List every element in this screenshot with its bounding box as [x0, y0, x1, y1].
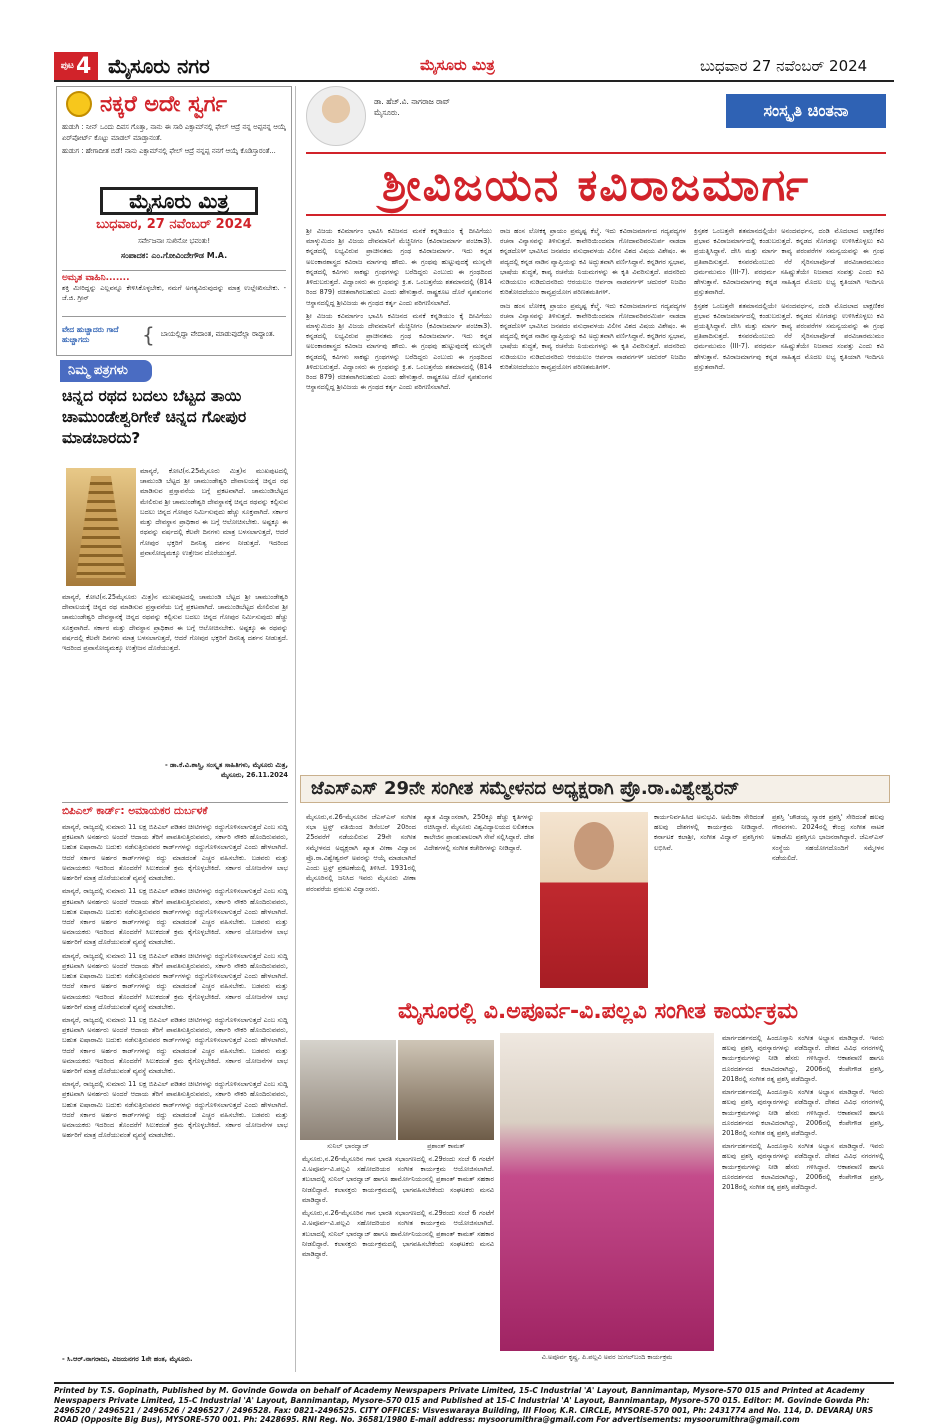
- article-title: ಶ್ರೀವಿಜಯನ ಕವಿರಾಜಮಾರ್ಗ: [306, 152, 886, 216]
- imprint-footer: Printed by T.S. Gopinath, Published by M. Govinde Gowda on behalf of Academy Newspapers Private Limited, 15-C Industrial 'A' Layout, Bannimantap, Mysore-570 015 and Printed at Academy Newspapers Private Limited, 15-C Industrial 'A' Layout, Bannimantap, Mysore-570 015 and Published at 15-C Industrial 'A' Layout, Bannimantap, Mysore-570 015. Editor: M. Govinde Gowda Ph: 2496520 / 2496521 / 2496526 / 2496527 / 2496528. Fax: 0821-2496525. CITY OFFICES: Visveswaraya Building, III Floor, K.R. CIRCLE, MYSORE-570 001, Ph: 2431774 and No. 114, D. DEVARAJ URS ROAD (Opposite Big Bus), MYSORE-570 001. Ph: 2428695. RNI Reg. No. 36581/1980 E-mail address: mysoorumithra@gmail.com For advertisements: mysoorumithra@gmail.com: [54, 1382, 894, 1424]
- letter2-body-text-2: ಮಾನ್ಯರೆ, ರಾಜ್ಯದಲ್ಲಿ ಸುಮಾರು 11 ಲಕ್ಷ ಬಿಪಿಎಲ್ ಪಡಿತರ ಚೀಟಿಗಳನ್ನು ರದ್ದುಗೊಳಿಸಲಾಗುತ್ತದೆ ಎಂಬ ಸುದ್ದಿ ಪ್ರಕಟವಾಗಿ ಅನರ್ಹರು ಅಂದರೆ ಆದಾಯ ತೆರಿಗೆ ಪಾವತಿಸುತ್ತಿರುವವರು, ಸರ್ಕಾರಿ ನೌಕರಿ ಹೊಂದಿರುವವರು, ಬಹುತ ಐಷಾರಾಮಿ ಬದುಕು ನಡೆಸುತ್ತಿರುವವರ ಕಾರ್ಡ್‌ಗಳನ್ನು ರದ್ದುಗೊಳಿಸಲಾಗುತ್ತದೆ ಎಂದು ಹೇಳಲಾಗಿದೆ. ಆದರೆ ಸರ್ಕಾರ ಅರ್ಹರ ಕಾರ್ಡ್‌ಗಳನ್ನು ರದ್ದು ಮಾಡದಂತೆ ಎಚ್ಚರ ವಹಿಸಬೇಕು. ಬಡವರು ಮತ್ತು ಅಮಾಯಕರು ಇದರಿಂದ ತೊಂದರೆಗೆ ಸಿಲುಕದಂತೆ ಕ್ರಮ ಕೈಗೊಳ್ಳಬೇಕಿದೆ. ಸರ್ಕಾರ ಯೋಜನೆಗಳ ಲಾಭ ಅರ್ಹರಿಗೆ ಮಾತ್ರ ದೊರೆಯುವಂತೆ ವ್ಯವಸ್ಥೆ ಮಾಡಬೇಕು.: [62, 887, 288, 947]
- caption-3: ವಿ.ಅಪೂರ್ವ ಕೃಷ್ಣ, ಪಿ.ಪಲ್ಲವಿ ಅವರ ಜುಗಲ್‌ಬಂದಿ ಕಾರ್ಯಕ್ರಮ: [541, 1353, 673, 1361]
- article-col2-text-a: ರಾಜ ಹಂಸ ಲೋಕಕ್ಕ ಪ್ರಾಯಂ ಪ್ರಮೃಷ್ಟ ಕೆಲ್ಮೆ. ಇದು ಕವಿರಾಜಮಾರ್ಗದ ಗದ್ಯಪದ್ಯಗಳ ರಚನಾ ವಿನ್ಯಾಸವನ್ನು ತಿಳಿಸುತ್ತದೆ. ಕಾವೇರಿಯಿಂದಮಾ ಗೋದಾವರಿವರಮಿರ್ಪ ನಾಡದಾ ಕನ್ನಡದೊಳ್ ಭಾವಿಸಿದ ಜನಪದಂ ವಸುಧಾವಳಯ ವಿಲೀನ ವಿಶದ ವಿಷಯ ವಿಶೇಷಂ. ಈ ಪದ್ಯದಲ್ಲಿ ಕನ್ನಡ ನಾಡಿನ ವ್ಯಾಪ್ತಿಯನ್ನು ಕವಿ ಅದ್ಭುತವಾಗಿ ವರ್ಣಿಸಿದ್ದಾನೆ. ಕನ್ನಡಿಗರ ಸ್ವಭಾವ, ಭಾಷೆಯ ಶುದ್ಧತೆ, ಕಾವ್ಯ ರಚನೆಯ ನಿಯಮಗಳನ್ನು ಈ ಕೃತಿ ವಿವರಿಸುತ್ತದೆ. ಪದನರಿದು ನುಡಿಯಲುಂ ನುಡಿದುದನರಿದು ಆರಯಲುಂ ಆರ್ಪರಾ ನಾಡವರ್ಗಳ್ ಚದುರರ್ ನಿಜದಿಂ ಕುರಿತೋದದೆಯುಂ ಕಾವ್ಯಪ್ರಯೋಗ ಪರಿಣತಮತಿಗಳ್.: [500, 227, 686, 297]
- letter2-signature: - ಸಿ.ಆರ್.ನಾಗರಾಜು, ವಿಜಯನಗರ 1ನೇ ಹಂತ, ಮೈಸೂರು.: [62, 1355, 193, 1363]
- news3-body-right: [722, 1033, 884, 1369]
- article-col-2: [500, 226, 686, 766]
- page-number-tag: [54, 52, 98, 80]
- news3-body-right-c: ಮಾರ್ಗದರ್ಶನದಲ್ಲಿ ಹಿಂದೂಸ್ತಾನಿ ಸಂಗೀತ ಅಭ್ಯಾಸ ಮಾಡಿದ್ದಾರೆ. ಇವರು ಹಲವು ಪ್ರಶಸ್ತಿ ಪುರಸ್ಕಾರಗಳನ್ನು ಪಡೆದಿದ್ದಾರೆ. ದೇಶದ ವಿವಿಧ ನಗರಗಳಲ್ಲಿ ಕಾರ್ಯಕ್ರಮಗಳನ್ನು ನೀಡಿ ಹೆಸರು ಗಳಿಸಿದ್ದಾರೆ. ಆಕಾಶವಾಣಿ ಹಾಗೂ ದೂರದರ್ಶನದ ಕಲಾವಿದರಾಗಿದ್ದು, 2006ರಲ್ಲಿ ಕೆಂಪೇಗೌಡ ಪ್ರಶಸ್ತಿ, 2018ರಲ್ಲಿ ಸಂಗೀತ ರತ್ನ ಪ್ರಶಸ್ತಿ ಪಡೆದಿದ್ದಾರೆ.: [722, 1142, 884, 1192]
- article-col-1: [306, 226, 492, 766]
- author-byline: [374, 96, 450, 119]
- section-name: ಮೈಸೂರು ನಗರ: [108, 54, 210, 78]
- humor-line-2: ಹುಡುಗ : ಹೇಗಾದೀತ ಬಿಡೆ! ನಾನು ಎಕ್ಸಾಮ್‌ನಲ್ಲಿ ಫೇಲ್ ಆದ್ರೆ ನನ್ನಪ್ಪ ನನಗೆ ಆಯ್ಕೆ ಕೊಡಿಸ್ತಾರಂತೆ...: [62, 147, 276, 156]
- news3-body-left-b: ಮೈಸೂರು,ನ.26-ಮೈಸೂರಿನ ಗಾನ ಭಾರತಿ ಸಭಾಂಗಣದಲ್ಲಿ ನ.29ರಂದು ಸಂಜೆ 6 ಗಂಟೆಗೆ ವಿ.ಅಪೂರ್ವ-ವಿ.ಪಲ್ಲವಿ ಸಹೋದರಿಯರ ಸಂಗೀತ ಕಾರ್ಯಕ್ರಮ ಆಯೋಜಿಸಲಾಗಿದೆ. ತಬಲಾದಲ್ಲಿ ಸುನಿಲ್ ಭಾರದ್ವಾಜ್ ಹಾಗೂ ಹಾರ್ಮೋನಿಯಂನಲ್ಲಿ ಪ್ರಶಾಂತ್ ಕಾಮತ್ ಸಹಕಾರ ನೀಡಲಿದ್ದಾರೆ. ಕಲಾಸಕ್ತರು ಕಾರ್ಯಕ್ರಮದಲ್ಲಿ ಭಾಗವಹಿಸಬೇಕೆಂದು ಸಂಘಟಕರು ಮನವಿ ಮಾಡಿದ್ದಾರೆ.: [302, 1209, 494, 1258]
- temple-tower-photo: [66, 468, 136, 586]
- author-photo: [306, 86, 366, 146]
- news2-col-4: ಪ್ರಶಸ್ತಿ 'ಚೌಡಯ್ಯ ಸ್ಮಾರಕ ಪ್ರಶಸ್ತಿ' ಸೇರಿದಂತೆ ಹಲವು ಗೌರವಗಳು. 2024ರಲ್ಲಿ ಕೇಂದ್ರ ಸಂಗೀತ ನಾಟಕ ಅಕಾಡೆಮಿ ಪ್ರಶಸ್ತಿಗೂ ಭಾಜನರಾಗಿದ್ದಾರೆ. ಜೆಎಸ್‌ಎಸ್ ಸಂಸ್ಥೆಯ ಸಹಯೋಗದೊಂದಿಗೆ ಸಮ್ಮೇಳನ ನಡೆಯಲಿದೆ.: [772, 813, 884, 862]
- news2-col-3: ಕಾರ್ಯನಿರ್ವಹಿಸಿದ ಅನುಭವಿ. ಅಮೆರಿಕಾ ಸೇರಿದಂತೆ ಹಲವು ದೇಶಗಳಲ್ಲಿ ಕಾರ್ಯಕ್ರಮ ನೀಡಿದ್ದಾರೆ. ಕರ್ನಾಟಕ ಕಲಾಶ್ರೀ, ಸಂಗೀತ ವಿದ್ವಾನ್ ಪ್ರಶಸ್ತಿಗಳು ಲಭಿಸಿವೆ.: [654, 813, 764, 852]
- news3-body-left: [302, 1154, 494, 1354]
- letter-body-cont: [62, 592, 288, 756]
- humor-title: [60, 90, 288, 118]
- news3-body-right-b: ಮಾರ್ಗದರ್ಶನದಲ್ಲಿ ಹಿಂದೂಸ್ತಾನಿ ಸಂಗೀತ ಅಭ್ಯಾಸ ಮಾಡಿದ್ದಾರೆ. ಇವರು ಹಲವು ಪ್ರಶಸ್ತಿ ಪುರಸ್ಕಾರಗಳನ್ನು ಪಡೆದಿದ್ದಾರೆ. ದೇಶದ ವಿವಿಧ ನಗರಗಳಲ್ಲಿ ಕಾರ್ಯಕ್ರಮಗಳನ್ನು ನೀಡಿ ಹೆಸರು ಗಳಿಸಿದ್ದಾರೆ. ಆಕಾಶವಾಣಿ ಹಾಗೂ ದೂರದರ್ಶನದ ಕಲಾವಿದರಾಗಿದ್ದು, 2006ರಲ್ಲಿ ಕೆಂಪೇಗೌಡ ಪ್ರಶಸ್ತಿ, 2018ರಲ್ಲಿ ಸಂಗೀತ ರತ್ನ ಪ್ರಶಸ್ತಿ ಪಡೆದಿದ್ದಾರೆ.: [722, 1088, 884, 1137]
- laughing-face-icon: [66, 91, 92, 117]
- masthead-box-date: ಬುಧವಾರ, 27 ನವೆಂಬರ್ 2024: [96, 217, 252, 232]
- news2-title: ಜೆಎಸ್‌ಎಸ್ 29ನೇ ಸಂಗೀತ ಸಮ್ಮೇಳನದ ಅಧ್ಯಕ್ಷರಾಗಿ ಪ್ರೊ.ರಾ.ವಿಶ್ವೇಶ್ವರನ್: [300, 775, 890, 803]
- author-city: ಮೈಸೂರು.: [374, 108, 400, 118]
- veda-right: ಬಾಯಲ್ಲಿದ್ದಾ ವೇದಾಂತ, ಮಾಡುವುದೆಲ್ಲಾ ರಾದ್ಧಾಂತ.: [160, 330, 275, 338]
- letter-body-text: ಮಾನ್ಯರೆ, ಕೋಟಿ(ನ.25ಮೈಸೂರು ಮಿತ್ರ)ನ ಮುಖಪುಟದಲ್ಲಿ ಚಾಮುಂಡಿ ಬೆಟ್ಟದ ಶ್ರೀ ಚಾಮುಂಡೇಶ್ವರಿ ದೇವಾಲಯಕ್ಕೆ ಚಿನ್ನದ ರಥ ಮಾಡಿಸುವ ಪ್ರಸ್ತಾವನೆಯ ಬಗ್ಗೆ ಪ್ರಕಟವಾಗಿದೆ. ಚಾಮುಂಡಿಬೆಟ್ಟದ ಮೇಲಿರುವ ಶ್ರೀ ಚಾಮುಂಡೇಶ್ವರಿ ದೇವಸ್ಥಾನಕ್ಕೆ ಚಿನ್ನದ ರಥವನ್ನು ಕಲ್ಪಿಸುವ ಬದಲು ಚಿನ್ನದ ಗೋಪುರ ನಿರ್ಮಿಸುವುದು ಹೆಚ್ಚು ಸೂಕ್ತವಾಗಿದೆ. ಸರ್ಕಾರ ಮತ್ತು ದೇವಸ್ಥಾನ ಪ್ರಾಧಿಕಾರ ಈ ಬಗ್ಗೆ ಆಲೋಚಿಸಬೇಕು. ಅಷ್ಟಕ್ಕೂ ಈ ರಥವನ್ನು ವರ್ಷದಲ್ಲಿ ಕೆಲವೇ ದಿನಗಳು ಮಾತ್ರ ಬಳಸಲಾಗುತ್ತದೆ, ಆದರೆ ಗೋಪುರ ಭಕ್ತರಿಗೆ ದಿನನಿತ್ಯ ದರ್ಶನ ನೀಡುತ್ತದೆ. ಇದರಿಂದ ಪ್ರವಾಸೋದ್ಯಮಕ್ಕೂ ಉತ್ತೇಜನ ದೊರೆಯುತ್ತದೆ.: [140, 467, 288, 557]
- caption-1: ಸುನಿಲ್ ಭಾರದ್ವಾಜ್: [327, 1142, 369, 1150]
- article-col3-text-a: ಕ್ರಿಸ್ತಶಕ ಒಂಬತ್ತನೇ ಶತಮಾನದಲ್ಲಿಯೇ ಅನಂದವರ್ಧನ, ದಂಡಿ ಮೊದಲಾದ ಲಾಕ್ಷಣಿಕರ ಪ್ರಭಾವ ಕವಿರಾಜಮಾರ್ಗದಲ್ಲಿ ಕಂಡುಬರುತ್ತದೆ. ಕನ್ನಡದ ಸೊಗಡನ್ನು ಉಳಿಸಿಕೊಳ್ಳಲು ಕವಿ ಪ್ರಯತ್ನಿಸಿದ್ದಾನೆ. ದೇಸಿ ಮತ್ತು ಮಾರ್ಗ ಕಾವ್ಯ ಪರಂಪರೆಗಳ ಸಮನ್ವಯವನ್ನು ಈ ಗ್ರಂಥ ಪ್ರತಿಪಾದಿಸುತ್ತದೆ. ಕಸವರಮೆಂಬುದು ನೆರೆ ಸೈರಿಸಲಾರ್ಪೊಡೆ ಪರವಿಚಾರಮುಮಂ ಧರ್ಮಮುಮಂ (III-7). ಪರಧರ್ಮ ಸಹಿಷ್ಣುತೆಯೇ ನಿಜವಾದ ಸಂಪತ್ತು ಎಂದು ಕವಿ ಹೇಳುತ್ತಾನೆ. ಕವಿರಾಜಮಾರ್ಗವು ಕನ್ನಡ ಸಾಹಿತ್ಯದ ಮೊದಲ ಲಭ್ಯ ಕೃತಿಯಾಗಿ ಇಂದಿಗೂ ಪ್ರಸ್ತುತವಾಗಿದೆ.: [694, 227, 884, 297]
- caption-2: ಪ್ರಶಾಂತ್ ಕಾಮತ್: [427, 1142, 465, 1150]
- harmonium-player-photo: [398, 1040, 494, 1140]
- registration-marks: [0, 8, 945, 18]
- amrutha-text: ಶಕ್ತಿ ಮೀರಿದ್ದನ್ನು ಎಲ್ಲವನ್ನೂ ಕೇಳಿಸಿಕೊಳ್ಳಬೇಕು, ನಮಗೆ ಅಗತ್ಯವಿರುವುದನ್ನು ಮಾತ್ರ ಉಲ್ಲೇಖಿಸಬೇಕು. - ಜೆ.ಜಿ. ಗ್ರೀನ್: [62, 284, 286, 303]
- article-col1-text-b: ಶ್ರೀ ವಿಜಯ ಕವಿಮಾರ್ಗಂ ಭಾವಿಸಿ ಕವಿಜನದ ಮನಕೆ ಕನ್ನಡಿಯುಂ ಕೈ ದೀವಿಗೆಯು ಮಾಳ್ಕುಮಿದಂ ಶ್ರೀ ವಿಜಯ ದೇವಮಾನಿಗೆ ಮೆಚ್ಚಿನೀಗಂ (ಕವಿರಾಜಮಾರ್ಗ ಪಂಚಿಕಾ3). ಕನ್ನಡದಲ್ಲಿ ಲಭ್ಯವಿರುವ ಪ್ರಾಚೀನತಮ ಗ್ರಂಥ ಕವಿರಾಜಮಾರ್ಗ. ಇದು ಕನ್ನಡ ಅಲಂಕಾರಶಾಸ್ತ್ರದ ಕವಿರಾಜ ಮಾರ್ಗವು ಹೌದು. ಈ ಗ್ರಂಥವು ಹುಟ್ಟುವುದಕ್ಕೆ ಮುನ್ನವೇ ಕನ್ನಡದಲ್ಲಿ ಕವಿಗಳು ಸಾಕಷ್ಟು ಗ್ರಂಥಗಳನ್ನು ಬರೆದಿದ್ದರು ಎಂಬುದು ಈ ಗ್ರಂಥದಿಂದ ತಿಳಿದುಬರುತ್ತದೆ. ವಿದ್ವಾಂಸರು ಈ ಗ್ರಂಥವನ್ನು ಕ್ರಿ.ಶ. ಒಂಬತ್ತನೆಯ ಶತಮಾನದಲ್ಲಿ (814 ರಿಂದ 879) ರಚಿತವಾಗಿರಬಹುದು ಎಂದು ಹೇಳುತ್ತಾರೆ. ರಾಷ್ಟ್ರಕೂಟ ದೊರೆ ನೃಪತುಂಗನ ಆಸ್ಥಾನದಲ್ಲಿದ್ದ ಶ್ರೀವಿಜಯ ಈ ಗ್ರಂಥದ ಕರ್ತೃ ಎಂದು ಪರಿಗಣಿಸಲಾಗಿದೆ.: [306, 311, 492, 392]
- page-number: 4: [75, 53, 92, 79]
- article-col3-text-b: ಕ್ರಿಸ್ತಶಕ ಒಂಬತ್ತನೇ ಶತಮಾನದಲ್ಲಿಯೇ ಅನಂದವರ್ಧನ, ದಂಡಿ ಮೊದಲಾದ ಲಾಕ್ಷಣಿಕರ ಪ್ರಭಾವ ಕವಿರಾಜಮಾರ್ಗದಲ್ಲಿ ಕಂಡುಬರುತ್ತದೆ. ಕನ್ನಡದ ಸೊಗಡನ್ನು ಉಳಿಸಿಕೊಳ್ಳಲು ಕವಿ ಪ್ರಯತ್ನಿಸಿದ್ದಾನೆ. ದೇಸಿ ಮತ್ತು ಮಾರ್ಗ ಕಾವ್ಯ ಪರಂಪರೆಗಳ ಸಮನ್ವಯವನ್ನು ಈ ಗ್ರಂಥ ಪ್ರತಿಪಾದಿಸುತ್ತದೆ. ಕಸವರಮೆಂಬುದು ನೆರೆ ಸೈರಿಸಲಾರ್ಪೊಡೆ ಪರವಿಚಾರಮುಮಂ ಧರ್ಮಮುಮಂ (III-7). ಪರಧರ್ಮ ಸಹಿಷ್ಣುತೆಯೇ ನಿಜವಾದ ಸಂಪತ್ತು ಎಂದು ಕವಿ ಹೇಳುತ್ತಾನೆ. ಕವಿರಾಜಮಾರ್ಗವು ಕನ್ನಡ ಸಾಹಿತ್ಯದ ಮೊದಲ ಲಭ್ಯ ಕೃತಿಯಾಗಿ ಇಂದಿಗೂ ಪ್ರಸ್ತುತವಾಗಿದೆ.: [694, 301, 884, 371]
- humor-title-text: ನಕ್ಕರೆ ಅದೇ ಸ್ವರ್ಗ: [100, 91, 227, 117]
- letter2-headline: ಬಿಪಿಎಲ್ ಕಾರ್ಡ್: ಅಮಾಯಕರ ದುರ್ಬಳಕೆ: [62, 802, 288, 818]
- article-col1-text-a: ಶ್ರೀ ವಿಜಯ ಕವಿಮಾರ್ಗಂ ಭಾವಿಸಿ ಕವಿಜನದ ಮನಕೆ ಕನ್ನಡಿಯುಂ ಕೈ ದೀವಿಗೆಯು ಮಾಳ್ಕುಮಿದಂ ಶ್ರೀ ವಿಜಯ ದೇವಮಾನಿಗೆ ಮೆಚ್ಚಿನೀಗಂ (ಕವಿರಾಜಮಾರ್ಗ ಪಂಚಿಕಾ3). ಕನ್ನಡದಲ್ಲಿ ಲಭ್ಯವಿರುವ ಪ್ರಾಚೀನತಮ ಗ್ರಂಥ ಕವಿರಾಜಮಾರ್ಗ. ಇದು ಕನ್ನಡ ಅಲಂಕಾರಶಾಸ್ತ್ರದ ಕವಿರಾಜ ಮಾರ್ಗವು ಹೌದು. ಈ ಗ್ರಂಥವು ಹುಟ್ಟುವುದಕ್ಕೆ ಮುನ್ನವೇ ಕನ್ನಡದಲ್ಲಿ ಕವಿಗಳು ಸಾಕಷ್ಟು ಗ್ರಂಥಗಳನ್ನು ಬರೆದಿದ್ದರು ಎಂಬುದು ಈ ಗ್ರಂಥದಿಂದ ತಿಳಿದುಬರುತ್ತದೆ. ವಿದ್ವಾಂಸರು ಈ ಗ್ರಂಥವನ್ನು ಕ್ರಿ.ಶ. ಒಂಬತ್ತನೆಯ ಶತಮಾನದಲ್ಲಿ (814 ರಿಂದ 879) ರಚಿತವಾಗಿರಬಹುದು ಎಂದು ಹೇಳುತ್ತಾರೆ. ರಾಷ್ಟ್ರಕೂಟ ದೊರೆ ನೃಪತುಂಗನ ಆಸ್ಥಾನದಲ್ಲಿದ್ದ ಶ್ರೀವಿಜಯ ಈ ಗ್ರಂಥದ ಕರ್ತೃ ಎಂದು ಪರಿಗಣಿಸಲಾಗಿದೆ.: [306, 227, 492, 307]
- author-name: ಡಾ. ಹೆಚ್.ವಿ. ನಾಗರಾಜ ರಾವ್: [374, 97, 451, 106]
- page-label: ಪುಟ: [60, 61, 74, 71]
- article-section-badge: ಸಂಸ್ಕೃತಿ ಚಿಂತನಾ: [726, 94, 886, 128]
- brace-icon: {: [142, 322, 155, 347]
- column-divider: [295, 86, 296, 1372]
- masthead-box-title: ಮೈಸೂರು ಮಿತ್ರ: [100, 187, 258, 215]
- masthead-slogan: ಸರ್ವೇಜನಾಃ ಸುಖಿನೋ ಭವಂತು!: [137, 237, 211, 245]
- letter2-body-text-3: ಮಾನ್ಯರೆ, ರಾಜ್ಯದಲ್ಲಿ ಸುಮಾರು 11 ಲಕ್ಷ ಬಿಪಿಎಲ್ ಪಡಿತರ ಚೀಟಿಗಳನ್ನು ರದ್ದುಗೊಳಿಸಲಾಗುತ್ತದೆ ಎಂಬ ಸುದ್ದಿ ಪ್ರಕಟವಾಗಿ ಅನರ್ಹರು ಅಂದರೆ ಆದಾಯ ತೆರಿಗೆ ಪಾವತಿಸುತ್ತಿರುವವರು, ಸರ್ಕಾರಿ ನೌಕರಿ ಹೊಂದಿರುವವರು, ಬಹುತ ಐಷಾರಾಮಿ ಬದುಕು ನಡೆಸುತ್ತಿರುವವರ ಕಾರ್ಡ್‌ಗಳನ್ನು ರದ್ದುಗೊಳಿಸಲಾಗುತ್ತದೆ ಎಂದು ಹೇಳಲಾಗಿದೆ. ಆದರೆ ಸರ್ಕಾರ ಅರ್ಹರ ಕಾರ್ಡ್‌ಗಳನ್ನು ರದ್ದು ಮಾಡದಂತೆ ಎಚ್ಚರ ವಹಿಸಬೇಕು. ಬಡವರು ಮತ್ತು ಅಮಾಯಕರು ಇದರಿಂದ ತೊಂದರೆಗೆ ಸಿಲುಕದಂತೆ ಕ್ರಮ ಕೈಗೊಳ್ಳಬೇಕಿದೆ. ಸರ್ಕಾರ ಯೋಜನೆಗಳ ಲಾಭ ಅರ್ಹರಿಗೆ ಮಾತ್ರ ದೊರೆಯುವಂತೆ ವ್ಯವಸ್ಥೆ ಮಾಡಬೇಕು.: [62, 951, 288, 1011]
- news2-col-2: ಖ್ಯಾತ ವಿದ್ವಾಂಸರಾಗಿ, 250ಕ್ಕೂ ಹೆಚ್ಚು ಕೃತಿಗಳನ್ನು ರಚಿಸಿದ್ದಾರೆ. ಮೈಸೂರು ವಿಶ್ವವಿದ್ಯಾಲಯದ ಲಲಿತಕಲಾ ಕಾಲೇಜಿನ ಪ್ರಾಂಶುಪಾಲರಾಗಿ ಸೇವೆ ಸಲ್ಲಿಸಿದ್ದಾರೆ. ದೇಶ ವಿದೇಶಗಳಲ್ಲಿ ಸಂಗೀತ ಕಚೇರಿಗಳನ್ನು ನೀಡಿದ್ದಾರೆ.: [424, 813, 534, 852]
- letter2-body: [62, 822, 288, 1352]
- humor-text: [62, 122, 286, 182]
- article-col2-text-b: ರಾಜ ಹಂಸ ಲೋಕಕ್ಕ ಪ್ರಾಯಂ ಪ್ರಮೃಷ್ಟ ಕೆಲ್ಮೆ. ಇದು ಕವಿರಾಜಮಾರ್ಗದ ಗದ್ಯಪದ್ಯಗಳ ರಚನಾ ವಿನ್ಯಾಸವನ್ನು ತಿಳಿಸುತ್ತದೆ. ಕಾವೇರಿಯಿಂದಮಾ ಗೋದಾವರಿವರಮಿರ್ಪ ನಾಡದಾ ಕನ್ನಡದೊಳ್ ಭಾವಿಸಿದ ಜನಪದಂ ವಸುಧಾವಳಯ ವಿಲೀನ ವಿಶದ ವಿಷಯ ವಿಶೇಷಂ. ಈ ಪದ್ಯದಲ್ಲಿ ಕನ್ನಡ ನಾಡಿನ ವ್ಯಾಪ್ತಿಯನ್ನು ಕವಿ ಅದ್ಭುತವಾಗಿ ವರ್ಣಿಸಿದ್ದಾನೆ. ಕನ್ನಡಿಗರ ಸ್ವಭಾವ, ಭಾಷೆಯ ಶುದ್ಧತೆ, ಕಾವ್ಯ ರಚನೆಯ ನಿಯಮಗಳನ್ನು ಈ ಕೃತಿ ವಿವರಿಸುತ್ತದೆ. ಪದನರಿದು ನುಡಿಯಲುಂ ನುಡಿದುದನರಿದು ಆರಯಲುಂ ಆರ್ಪರಾ ನಾಡವರ್ಗಳ್ ಚದುರರ್ ನಿಜದಿಂ ಕುರಿತೋದದೆಯುಂ ಕಾವ್ಯಪ್ರಯೋಗ ಪರಿಣತಮತಿಗಳ್.: [500, 301, 686, 371]
- letter-body-text-cont: ಮಾನ್ಯರೆ, ಕೋಟಿ(ನ.25ಮೈಸೂರು ಮಿತ್ರ)ನ ಮುಖಪುಟದಲ್ಲಿ ಚಾಮುಂಡಿ ಬೆಟ್ಟದ ಶ್ರೀ ಚಾಮುಂಡೇಶ್ವರಿ ದೇವಾಲಯಕ್ಕೆ ಚಿನ್ನದ ರಥ ಮಾಡಿಸುವ ಪ್ರಸ್ತಾವನೆಯ ಬಗ್ಗೆ ಪ್ರಕಟವಾಗಿದೆ. ಚಾಮುಂಡಿಬೆಟ್ಟದ ಮೇಲಿರುವ ಶ್ರೀ ಚಾಮುಂಡೇಶ್ವರಿ ದೇವಸ್ಥಾನಕ್ಕೆ ಚಿನ್ನದ ರಥವನ್ನು ಕಲ್ಪಿಸುವ ಬದಲು ಚಿನ್ನದ ಗೋಪುರ ನಿರ್ಮಿಸುವುದು ಹೆಚ್ಚು ಸೂಕ್ತವಾಗಿದೆ. ಸರ್ಕಾರ ಮತ್ತು ದೇವಸ್ಥಾನ ಪ್ರಾಧಿಕಾರ ಈ ಬಗ್ಗೆ ಆಲೋಚಿಸಬೇಕು. ಅಷ್ಟಕ್ಕೂ ಈ ರಥವನ್ನು ವರ್ಷದಲ್ಲಿ ಕೆಲವೇ ದಿನಗಳು ಮಾತ್ರ ಬಳಸಲಾಗುತ್ತದೆ, ಆದರೆ ಗೋಪುರ ಭಕ್ತರಿಗೆ ದಿನನಿತ್ಯ ದರ್ಶನ ನೀಡುತ್ತದೆ. ಇದರಿಂದ ಪ್ರವಾಸೋದ್ಯಮಕ್ಕೂ ಉತ್ತೇಜನ ದೊರೆಯುತ್ತದೆ.: [62, 593, 288, 653]
- news3-title: ಮೈಸೂರಲ್ಲಿ ವಿ.ಅಪೂರ್ವ-ವಿ.ಪಲ್ಲವಿ ಸಂಗೀತ ಕಾರ್ಯಕ್ರಮ: [398, 999, 798, 1024]
- letter-signature: - ಡಾ.ಕೆ.ವಿ.ಶಾಸ್ತ್ರಿ, ಸಂಸ್ಕೃತ ಸಾಹಿತಿಗಳು, ಮೈಸೂರು ಮಿತ್ರ, ಮೈಸೂರು, 26.11.2024: [165, 761, 288, 780]
- tabla-player-photo: [300, 1040, 396, 1140]
- letter2-body-text-1: ಮಾನ್ಯರೆ, ರಾಜ್ಯದಲ್ಲಿ ಸುಮಾರು 11 ಲಕ್ಷ ಬಿಪಿಎಲ್ ಪಡಿತರ ಚೀಟಿಗಳನ್ನು ರದ್ದುಗೊಳಿಸಲಾಗುತ್ತದೆ ಎಂಬ ಸುದ್ದಿ ಪ್ರಕಟವಾಗಿ ಅನರ್ಹರು ಅಂದರೆ ಆದಾಯ ತೆರಿಗೆ ಪಾವತಿಸುತ್ತಿರುವವರು, ಸರ್ಕಾರಿ ನೌಕರಿ ಹೊಂದಿರುವವರು, ಬಹುತ ಐಷಾರಾಮಿ ಬದುಕು ನಡೆಸುತ್ತಿರುವವರ ಕಾರ್ಡ್‌ಗಳನ್ನು ರದ್ದುಗೊಳಿಸಲಾಗುತ್ತದೆ ಎಂದು ಹೇಳಲಾಗಿದೆ. ಆದರೆ ಸರ್ಕಾರ ಅರ್ಹರ ಕಾರ್ಡ್‌ಗಳನ್ನು ರದ್ದು ಮಾಡದಂತೆ ಎಚ್ಚರ ವಹಿಸಬೇಕು. ಬಡವರು ಮತ್ತು ಅಮಾಯಕರು ಇದರಿಂದ ತೊಂದರೆಗೆ ಸಿಲುಕದಂತೆ ಕ್ರಮ ಕೈಗೊಳ್ಳಬೇಕಿದೆ. ಸರ್ಕಾರ ಯೋಜನೆಗಳ ಲಾಭ ಅರ್ಹರಿಗೆ ಮಾತ್ರ ದೊರೆಯುವಂತೆ ವ್ಯವಸ್ಥೆ ಮಾಡಬೇಕು.: [62, 823, 288, 883]
- letter2-body-text-4: ಮಾನ್ಯರೆ, ರಾಜ್ಯದಲ್ಲಿ ಸುಮಾರು 11 ಲಕ್ಷ ಬಿಪಿಎಲ್ ಪಡಿತರ ಚೀಟಿಗಳನ್ನು ರದ್ದುಗೊಳಿಸಲಾಗುತ್ತದೆ ಎಂಬ ಸುದ್ದಿ ಪ್ರಕಟವಾಗಿ ಅನರ್ಹರು ಅಂದರೆ ಆದಾಯ ತೆರಿಗೆ ಪಾವತಿಸುತ್ತಿರುವವರು, ಸರ್ಕಾರಿ ನೌಕರಿ ಹೊಂದಿರುವವರು, ಬಹುತ ಐಷಾರಾಮಿ ಬದುಕು ನಡೆಸುತ್ತಿರುವವರ ಕಾರ್ಡ್‌ಗಳನ್ನು ರದ್ದುಗೊಳಿಸಲಾಗುತ್ತದೆ ಎಂದು ಹೇಳಲಾಗಿದೆ. ಆದರೆ ಸರ್ಕಾರ ಅರ್ಹರ ಕಾರ್ಡ್‌ಗಳನ್ನು ರದ್ದು ಮಾಡದಂತೆ ಎಚ್ಚರ ವಹಿಸಬೇಕು. ಬಡವರು ಮತ್ತು ಅಮಾಯಕರು ಇದರಿಂದ ತೊಂದರೆಗೆ ಸಿಲುಕದಂತೆ ಕ್ರಮ ಕೈಗೊಳ್ಳಬೇಕಿದೆ. ಸರ್ಕಾರ ಯೋಜನೆಗಳ ಲಾಭ ಅರ್ಹರಿಗೆ ಮಾತ್ರ ದೊರೆಯುವಂತೆ ವ್ಯವಸ್ಥೆ ಮಾಡಬೇಕು.: [62, 1015, 288, 1076]
- news3-body-left-a: ಮೈಸೂರು,ನ.26-ಮೈಸೂರಿನ ಗಾನ ಭಾರತಿ ಸಭಾಂಗಣದಲ್ಲಿ ನ.29ರಂದು ಸಂಜೆ 6 ಗಂಟೆಗೆ ವಿ.ಅಪೂರ್ವ-ವಿ.ಪಲ್ಲವಿ ಸಹೋದರಿಯರ ಸಂಗೀತ ಕಾರ್ಯಕ್ರಮ ಆಯೋಜಿಸಲಾಗಿದೆ. ತಬಲಾದಲ್ಲಿ ಸುನಿಲ್ ಭಾರದ್ವಾಜ್ ಹಾಗೂ ಹಾರ್ಮೋನಿಯಂನಲ್ಲಿ ಪ್ರಶಾಂತ್ ಕಾಮತ್ ಸಹಕಾರ ನೀಡಲಿದ್ದಾರೆ. ಕಲಾಸಕ್ತರು ಕಾರ್ಯಕ್ರಮದಲ್ಲಿ ಭಾಗವಹಿಸಬೇಕೆಂದು ಸಂಘಟಕರು ಮನವಿ ಮಾಡಿದ್ದಾರೆ.: [302, 1155, 494, 1204]
- letter-headline: ಚಿನ್ನದ ರಥದ ಬದಲು ಬೆಟ್ಟದ ತಾಯಿ ಚಾಮುಂಡೇಶ್ವರಿಗೇಕೆ ಚಿನ್ನದ ಗೋಪುರ ಮಾಡಬಾರದು?: [62, 387, 247, 447]
- letter2-body-text-5: ಮಾನ್ಯರೆ, ರಾಜ್ಯದಲ್ಲಿ ಸುಮಾರು 11 ಲಕ್ಷ ಬಿಪಿಎಲ್ ಪಡಿತರ ಚೀಟಿಗಳನ್ನು ರದ್ದುಗೊಳಿಸಲಾಗುತ್ತದೆ ಎಂಬ ಸುದ್ದಿ ಪ್ರಕಟವಾಗಿ ಅನರ್ಹರು ಅಂದರೆ ಆದಾಯ ತೆರಿಗೆ ಪಾವತಿಸುತ್ತಿರುವವರು, ಸರ್ಕಾರಿ ನೌಕರಿ ಹೊಂದಿರುವವರು, ಬಹುತ ಐಷಾರಾಮಿ ಬದುಕು ನಡೆಸುತ್ತಿರುವವರ ಕಾರ್ಡ್‌ಗಳನ್ನು ರದ್ದುಗೊಳಿಸಲಾಗುತ್ತದೆ ಎಂದು ಹೇಳಲಾಗಿದೆ. ಆದರೆ ಸರ್ಕಾರ ಅರ್ಹರ ಕಾರ್ಡ್‌ಗಳನ್ನು ರದ್ದು ಮಾಡದಂತೆ ಎಚ್ಚರ ವಹಿಸಬೇಕು. ಬಡವರು ಮತ್ತು ಅಮಾಯಕರು ಇದರಿಂದ ತೊಂದರೆಗೆ ಸಿಲುಕದಂತೆ ಕ್ರಮ ಕೈಗೊಳ್ಳಬೇಕಿದೆ. ಸರ್ಕಾರ ಯೋಜನೆಗಳ ಲಾಭ ಅರ್ಹರಿಗೆ ಮಾತ್ರ ದೊರೆಯುವಂತೆ ವ್ಯವಸ್ಥೆ ಮಾಡಬೇಕು.: [62, 1080, 288, 1140]
- amrutha-box: [62, 270, 286, 314]
- masthead-box-info: [62, 236, 286, 262]
- humor-line-1: ಹುಡುಗಿ : ನೀನ್ ಒಂದು ದಿವಸ ಗೊತ್ತಾ, ನಾನು ಈ ಸಾರಿ ಎಕ್ಸಾಮ್‌ನಲ್ಲಿ ಫೇಲ್ ಆದ್ರೆ ನನ್ನ ಅಪ್ಪನನ್ನ ಆಯ್ಕೆ ಏರ್‌ಪೋರ್ಟ್ ಕೊಟ್ಟು ಮಾಡಲ್ ಮಾಡ್ತಾನಂತೆ.: [62, 123, 286, 142]
- musician-photo: [540, 812, 648, 988]
- header-date: ಬುಧವಾರ 27 ನವೆಂಬರ್ 2024: [700, 57, 868, 75]
- veda-left: ವೇದ ಹುಚ್ಚಾದರು ಗಾದೆ ಹುಚ್ಚಾಗದು: [62, 324, 119, 344]
- singers-photo: [500, 1033, 714, 1351]
- masthead-small: ಮೈಸೂರು ಮಿತ್ರ: [420, 56, 495, 74]
- amrutha-title: ಅಮೃತ ವಾಹಿನಿ.......: [62, 273, 130, 283]
- masthead-editor: ಸಂಪಾದಕ: ಎಂ.ಗೋವಿಂದೇಗೌಡ M.A.: [120, 250, 228, 260]
- veda-box: [62, 316, 286, 352]
- letter-body-top: [140, 466, 288, 590]
- news2-col-1: ಮೈಸೂರು,ನ.26-ಮೈಸೂರಿನ ಜೆಎಸ್‌ಎಸ್ ಸಂಗೀತ ಸಭಾ ಟ್ರಸ್ಟ್ ವತಿಯಿಂದ ಡಿಸೆಂಬರ್ 20ರಿಂದ 25ರವರೆಗೆ ನಡೆಯಲಿರುವ 29ನೇ ಸಂಗೀತ ಸಮ್ಮೇಳನದ ಅಧ್ಯಕ್ಷರಾಗಿ ಖ್ಯಾತ ವೀಣಾ ವಿದ್ವಾಂಸ ಪ್ರೊ.ರಾ.ವಿಶ್ವೇಶ್ವರನ್ ಅವರನ್ನು ಆಯ್ಕೆ ಮಾಡಲಾಗಿದೆ ಎಂದು ಟ್ರಸ್ಟ್ ಪ್ರಕಟಣೆಯಲ್ಲಿ ತಿಳಿಸಿದೆ. 1931ರಲ್ಲಿ ಮೈಸೂರಿನಲ್ಲಿ ಜನಿಸಿದ ಇವರು ಮೈಸೂರು ವೀಣಾ ಪರಂಪರೆಯ ಪ್ರಮುಖ ವಿದ್ವಾಂಸರು.: [306, 813, 416, 893]
- article-col-3: [694, 226, 884, 766]
- letters-section-label: ನಿಮ್ಮ ಪತ್ರಗಳು: [60, 360, 152, 382]
- news3-body-right-a: ಮಾರ್ಗದರ್ಶನದಲ್ಲಿ ಹಿಂದೂಸ್ತಾನಿ ಸಂಗೀತ ಅಭ್ಯಾಸ ಮಾಡಿದ್ದಾರೆ. ಇವರು ಹಲವು ಪ್ರಶಸ್ತಿ ಪುರಸ್ಕಾರಗಳನ್ನು ಪಡೆದಿದ್ದಾರೆ. ದೇಶದ ವಿವಿಧ ನಗರಗಳಲ್ಲಿ ಕಾರ್ಯಕ್ರಮಗಳನ್ನು ನೀಡಿ ಹೆಸರು ಗಳಿಸಿದ್ದಾರೆ. ಆಕಾಶವಾಣಿ ಹಾಗೂ ದೂರದರ್ಶನದ ಕಲಾವಿದರಾಗಿದ್ದು, 2006ರಲ್ಲಿ ಕೆಂಪೇಗೌಡ ಪ್ರಶಸ್ತಿ, 2018ರಲ್ಲಿ ಸಂಗೀತ ರತ್ನ ಪ್ರಶಸ್ತಿ ಪಡೆದಿದ್ದಾರೆ.: [722, 1034, 884, 1083]
